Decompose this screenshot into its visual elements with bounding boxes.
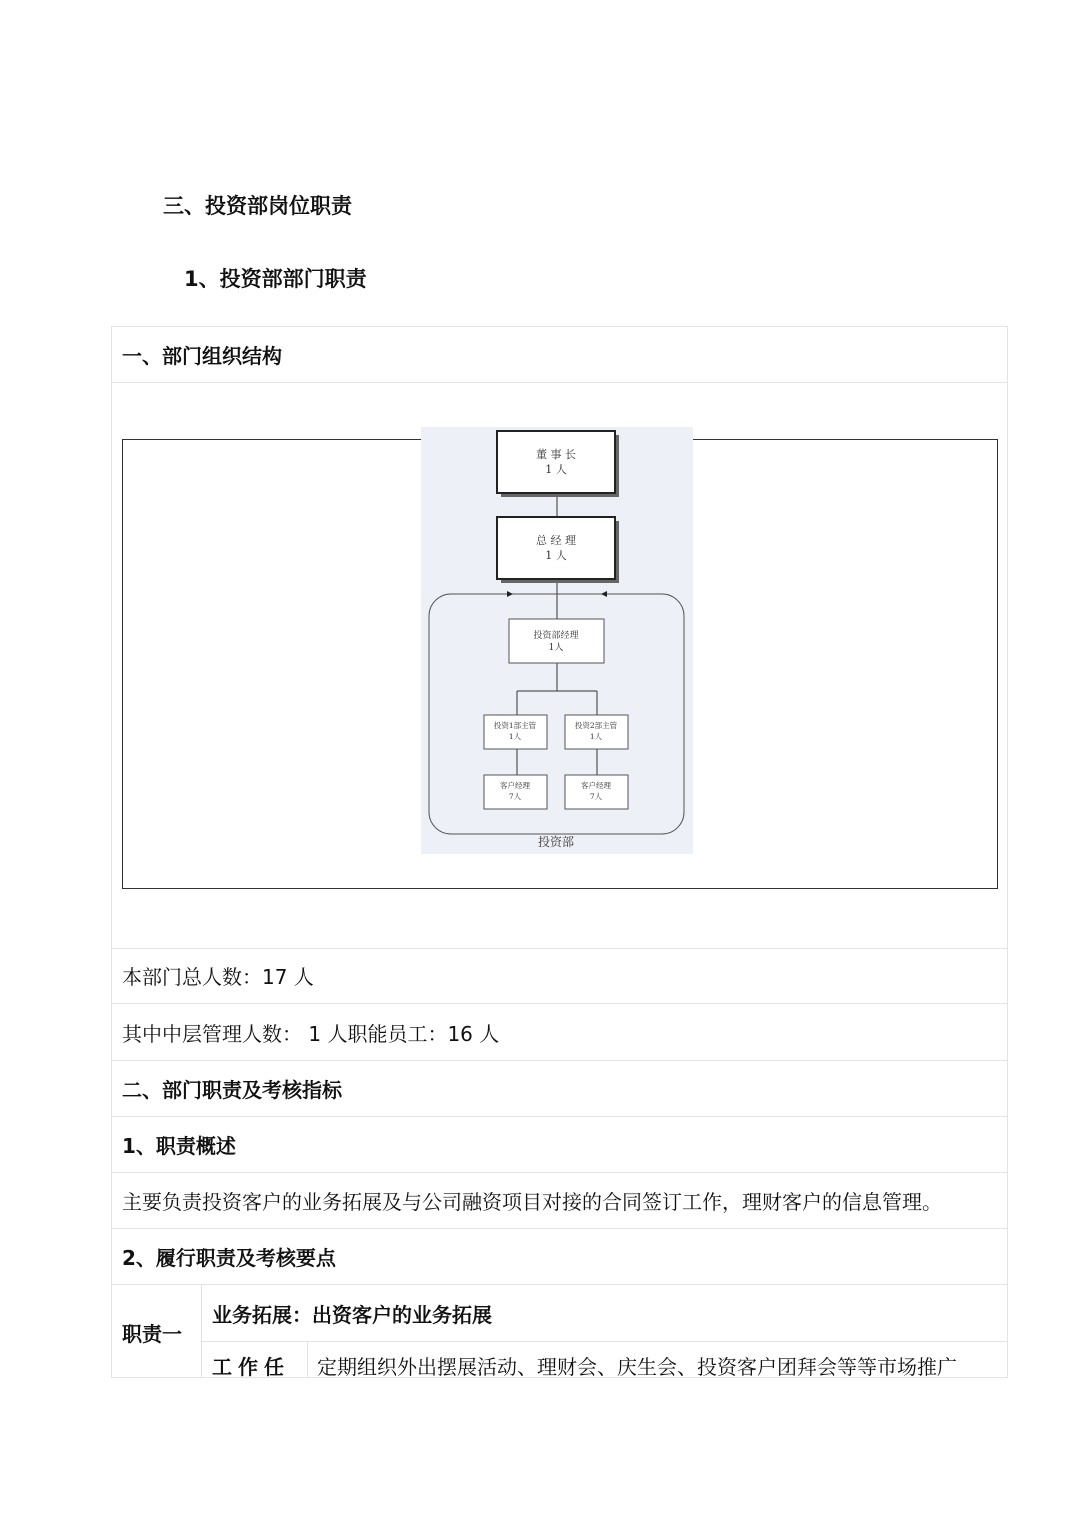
mid-staff-row: 其中中层管理人数： 1 人职能员工：16 人 [112, 1004, 1007, 1061]
org-chart-cell [112, 383, 1007, 949]
chairman-box [497, 431, 615, 493]
chairman-count: 1 人 [545, 463, 567, 476]
manager-box [509, 619, 604, 663]
supervisor1-count: 1人 [508, 732, 522, 741]
supervisor1-title: 投资1部主管 [493, 721, 537, 730]
subsection-heading: 1、投资部部门职责 [184, 267, 367, 291]
gm-box [497, 517, 615, 579]
group-label: 投资部 [537, 835, 575, 849]
total-staff-row: 本部门总人数：17 人 [112, 948, 1007, 1004]
summary-text: 主要负责投资客户的业务拓展及与公司融资项目对接的合同签订工作，理财客户的信息管理。 [112, 1173, 1007, 1229]
arrow-right [601, 591, 607, 597]
supervisor2-title: 投资2部主管 [574, 721, 618, 730]
manager-count: 1人 [548, 643, 564, 653]
duty-table [111, 326, 1008, 1378]
gm-title: 总 经 理 [536, 534, 576, 547]
work-task-label: 工作任 [202, 1341, 308, 1378]
summary-header: 1、职责概述 [112, 1117, 1007, 1173]
section-heading: 三、投资部岗位职责 [163, 194, 352, 218]
org-structure-header: 一、部门组织结构 [112, 327, 1007, 383]
org-chart [421, 427, 693, 854]
account2-count: 7人 [589, 792, 603, 801]
gm-count: 1 人 [545, 549, 567, 562]
account2-title: 客户经理 [581, 781, 611, 790]
duties-header: 二、部门职责及考核指标 [112, 1061, 1007, 1117]
points-header: 2、履行职责及考核要点 [112, 1229, 1007, 1285]
work-task-text: 定期组织外出摆展活动、理财会、庆生会、投资客户团拜会等等市场推广 [317, 1355, 957, 1378]
arrow-left [507, 591, 513, 597]
manager-title: 投资部经理 [533, 631, 579, 641]
supervisor2-count: 1人 [589, 732, 603, 741]
account1-title: 客户经理 [500, 781, 530, 790]
account1-count: 7人 [508, 792, 522, 801]
chairman-title: 董 事 长 [536, 448, 576, 461]
duty1-title: 业务拓展：出资客户的业务拓展 [202, 1285, 1007, 1342]
duty1-label: 职责一 [112, 1285, 202, 1378]
